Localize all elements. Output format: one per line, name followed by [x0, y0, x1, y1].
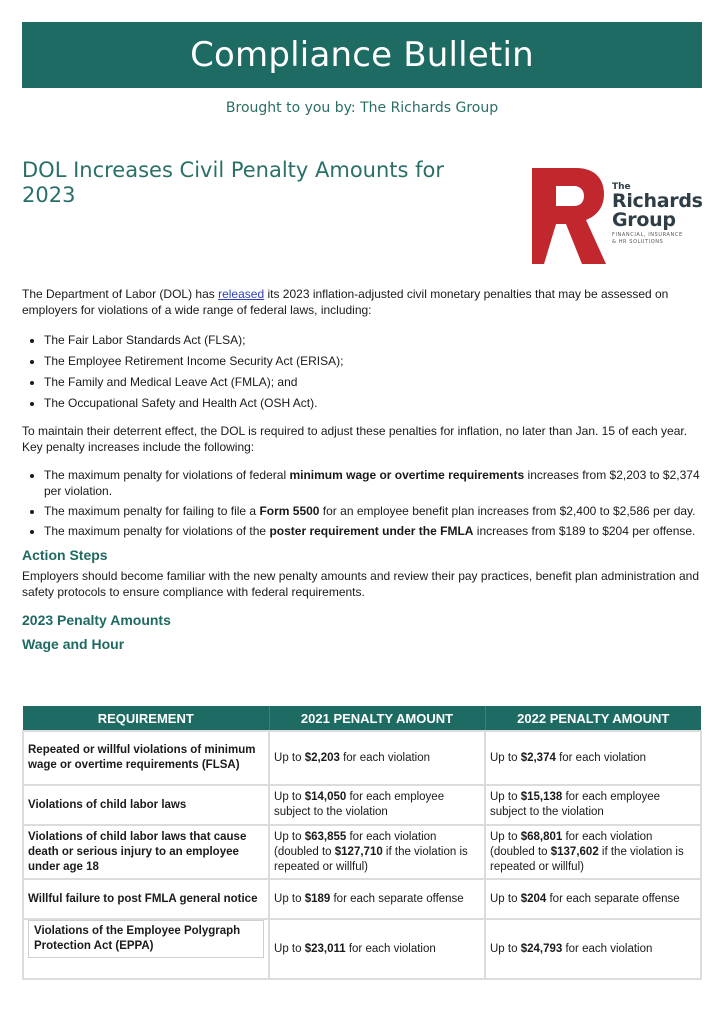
logo-tagline-2: & HR SOLUTIONS — [612, 239, 664, 245]
table-header-row — [23, 706, 701, 731]
penalty-amounts-heading: 2023 Penalty Amounts — [22, 612, 171, 628]
requirement-cell: Repeated or willful violations of minimum wage or overtime requirements (FLSA) — [23, 731, 269, 785]
bulletin-banner — [22, 22, 702, 88]
list-item: • The maximum penalty for failing to file a Form 5500 for an employee benefit plan increases from $2,400 to $2,586 per day. — [44, 503, 706, 519]
logo-tagline — [612, 232, 703, 246]
header-2022: 2022 PENALTY AMOUNT — [485, 706, 701, 731]
article-title: DOL Increases Civil Penalty Amounts for 2023 — [22, 158, 445, 207]
amount-2021-cell: Up to $2,203 for each violation — [269, 731, 485, 785]
logo-r-mark-icon — [532, 168, 606, 264]
intro-text-2: its 2023 inflation-adjusted civil monetary penalties that may be assessed on employers for violations of a wide range of federal laws, including: — [22, 287, 669, 317]
header-requirement: REQUIREMENT — [23, 706, 269, 731]
table-row — [23, 785, 701, 825]
key-increases-list — [22, 467, 706, 539]
table-row — [23, 879, 701, 919]
article-body — [22, 286, 706, 658]
amount-2021-cell: Up to $23,011 for each violation — [269, 919, 485, 979]
acts-list — [22, 332, 706, 411]
list-item: • The Occupational Safety and Health Act (OSH Act). — [44, 395, 706, 411]
intro-paragraph — [22, 286, 706, 318]
amount-2022-cell: Up to $15,138 for each employee subject to the violation — [485, 785, 701, 825]
requirement-cell: Violations of child labor laws that cause death or serious injury to an employee under age 18 — [23, 825, 269, 879]
header-2021: 2021 PENALTY AMOUNT — [269, 706, 485, 731]
requirement-cell: Violations of child labor laws — [23, 785, 269, 825]
amount-2021-cell: Up to $189 for each separate offense — [269, 879, 485, 919]
banner-title: Compliance Bulletin — [190, 35, 534, 75]
logo-group: Group — [612, 209, 676, 231]
list-item: • The maximum penalty for violations of federal minimum wage or overtime requirements increases from $2,203 to $2,374 per violation. — [44, 467, 706, 499]
amount-2022-cell: Up to $204 for each separate offense — [485, 879, 701, 919]
logo-the: The — [612, 182, 631, 192]
released-link[interactable]: released — [218, 287, 265, 301]
amount-2022-cell: Up to $2,374 for each violation — [485, 731, 701, 785]
penalty-table — [22, 706, 702, 980]
requirement-cell: Willful failure to post FMLA general notice — [23, 879, 269, 919]
logo-tagline-1: FINANCIAL, INSURANCE — [612, 232, 683, 238]
richards-group-logo — [532, 168, 712, 264]
amount-2022-cell: Up to $24,793 for each violation — [485, 919, 701, 979]
table-row — [23, 731, 701, 785]
list-item: • The Employee Retirement Income Security Act (ERISA); — [44, 353, 706, 369]
wage-hour-heading: Wage and Hour — [22, 636, 125, 652]
amount-2022-cell: Up to $68,801 for each violation (doubled to $137,602 if the violation is repeated or willful) — [485, 825, 701, 879]
action-steps-text: Employers should become familiar with the new penalty amounts and review their pay practices, benefit plan administration and safety protocols to ensure compliance with federal requirements. — [22, 569, 700, 599]
action-steps-heading: Action Steps — [22, 547, 108, 563]
list-item: • The Family and Medical Leave Act (FMLA); and — [44, 374, 706, 390]
deterrent-paragraph: To maintain their deterrent effect, the DOL is required to adjust these penalties for inflation, no later than Jan. 15 of each year. Key penalty increases include the following: — [22, 424, 688, 454]
amount-2021-cell: Up to $63,855 for each violation (doubled to $127,710 if the violation is repeated or willful) — [269, 825, 485, 879]
list-item: • The maximum penalty for violations of the poster requirement under the FMLA increases from $189 to $204 per offense. — [44, 523, 706, 539]
table-row — [23, 919, 701, 979]
logo-richards: Richards — [612, 190, 703, 212]
logo-wordmark — [612, 182, 703, 246]
table-row — [23, 825, 701, 879]
byline: Brought to you by: The Richards Group — [225, 100, 499, 116]
amount-2021-cell: Up to $14,050 for each employee subject to the violation — [269, 785, 485, 825]
requirement-cell — [23, 919, 269, 979]
list-item: • The Fair Labor Standards Act (FLSA); — [44, 332, 706, 348]
eppa-text-box: Violations of the Employee Polygraph Protection Act (EPPA) — [28, 920, 264, 958]
intro-text-1: The Department of Labor (DOL) has — [22, 287, 219, 301]
